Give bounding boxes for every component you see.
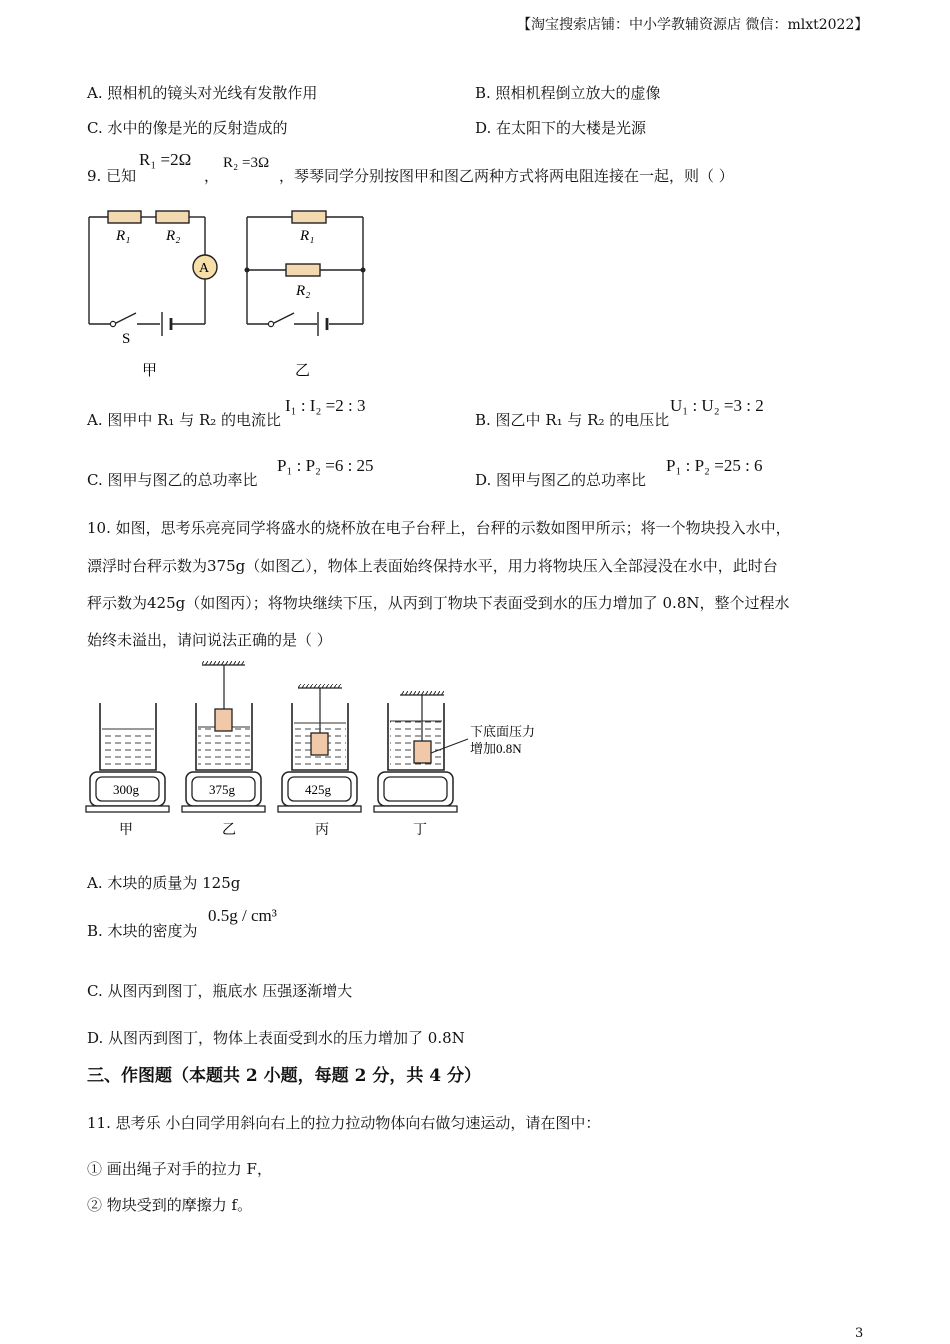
q11-item-1: ① 画出绳子对手的拉力 F， bbox=[87, 1160, 272, 1178]
page-number: 3 bbox=[855, 1326, 864, 1341]
q11-item-2: ② 物块受到的摩擦力 f。 bbox=[87, 1196, 253, 1214]
q9-r2-value: R₂ =3Ω bbox=[223, 155, 270, 171]
q9-option-a-text: A. 图甲中 R₁ 与 R₂ 的电流比 bbox=[87, 411, 282, 429]
q10-block-yi bbox=[215, 709, 232, 731]
q10-annotation-line1: 下底面压力 bbox=[470, 724, 536, 739]
q9-option-b-math: U₁ : U₂ =3 : 2 bbox=[670, 396, 764, 415]
q10-caption-yi: 乙 bbox=[222, 823, 236, 838]
q9-yi-r1-label: R₁ bbox=[300, 228, 315, 244]
q10-caption-ding: 丁 bbox=[413, 823, 427, 838]
q9-comma: ， bbox=[204, 167, 220, 185]
q9-jia-r1-label: R₁ bbox=[116, 228, 131, 244]
q9-option-c-text: C. 图甲与图乙的总功率比 bbox=[87, 471, 258, 489]
q9-ammeter-label: A bbox=[199, 261, 210, 276]
q9-yi-caption: 乙 bbox=[295, 363, 311, 379]
q10-setup-bing bbox=[278, 684, 361, 838]
q10-line-1: 10. 如图，思考乐亮亮同学将盛水的烧杯放在电子台秤上，台秤的示数如图甲所示；将一个物块投入水中， bbox=[87, 519, 791, 537]
q9-option-a-math: I₁ : I₂ =2 : 3 bbox=[285, 396, 366, 415]
q10-option-c: C. 从图丙到图丁，瓶底水 压强逐渐增大 bbox=[87, 982, 353, 1000]
q9-prefix: 9. 已知 bbox=[87, 167, 137, 185]
q10-line-4: 始终未溢出，请问说法正确的是（ ） bbox=[87, 631, 332, 649]
q10-line-2: 漂浮时台秤示数为375g（如图乙），物体上表面始终保持水平，用力将物块压入全部浸没在水中，此时台 bbox=[87, 557, 778, 575]
section-3-title: 三、作图题（本题共 2 小题，每题 2 分，共 4 分） bbox=[87, 1066, 481, 1086]
q8-option-b: B. 照相机程倒立放大的虚像 bbox=[475, 84, 661, 102]
q10-scales-figure bbox=[84, 655, 554, 845]
q10-setup-ding bbox=[374, 691, 535, 838]
q10-option-b-text: B. 木块的密度为 bbox=[87, 922, 198, 940]
q10-option-d: D. 从图丙到图丁，物体上表面受到水的压力增加了 0.8N bbox=[87, 1029, 465, 1047]
q10-option-a: A. 木块的质量为 125g bbox=[87, 874, 241, 892]
q9-stem: ，琴琴同学分别按图甲和图乙两种方式将两电阻连接在一起，则（ ） bbox=[279, 167, 734, 185]
q10-caption-bing: 丙 bbox=[315, 823, 329, 838]
q9-option-d-text: D. 图甲与图乙的总功率比 bbox=[475, 471, 647, 489]
q10-annotation-line2: 增加0.8N bbox=[470, 741, 522, 756]
q8-option-d: D. 在太阳下的大楼是光源 bbox=[475, 119, 647, 137]
q9-option-c-math: P₁ : P₂ =6 : 25 bbox=[277, 456, 374, 475]
q10-setup-jia bbox=[86, 703, 169, 838]
q9-yi-r1-resistor bbox=[292, 211, 326, 223]
q10-option-b-math: 0.5g / cm³ bbox=[208, 906, 277, 925]
q10-block-ding bbox=[414, 741, 431, 763]
q9-jia-r1-resistor bbox=[108, 211, 141, 223]
q9-circuit-figure bbox=[80, 200, 390, 385]
q9-jia-r2-label: R₂ bbox=[166, 228, 181, 244]
q10-block-bing bbox=[311, 733, 328, 755]
q10-reading-jia: 300g bbox=[113, 782, 139, 797]
q10-reading-bing: 425g bbox=[305, 782, 331, 797]
q8-option-a: A. 照相机的镜头对光线有发散作用 bbox=[87, 84, 318, 102]
q9-option-d-math: P₁ : P₂ =25 : 6 bbox=[666, 456, 763, 475]
q10-line-3: 秤示数为425g（如图丙）；将物块继续下压，从丙到丁物块下表面受到水的压力增加了 0.8N，整个过程水 bbox=[87, 594, 790, 612]
q10-caption-jia: 甲 bbox=[119, 823, 133, 838]
q9-jia-r2-resistor bbox=[156, 211, 189, 223]
q8-option-c: C. 水中的像是光的反射造成的 bbox=[87, 119, 288, 137]
q9-yi-r2-label: R₂ bbox=[296, 283, 311, 299]
q10-reading-yi: 375g bbox=[209, 782, 235, 797]
page-header: 【淘宝搜索店铺：中小学教辅资源店 微信：mlxt2022】 bbox=[517, 17, 869, 33]
q9-yi-r2-resistor bbox=[286, 264, 320, 276]
q10-setup-yi bbox=[182, 661, 265, 838]
q9-option-b-text: B. 图乙中 R₁ 与 R₂ 的电压比 bbox=[475, 411, 670, 429]
q11-stem: 11. 思考乐 小白同学用斜向右上的拉力拉动物体向右做匀速运动，请在图中： bbox=[87, 1114, 601, 1132]
q9-r1-value: R₁ =2Ω bbox=[139, 150, 192, 169]
q9-switch-label: S bbox=[122, 331, 131, 347]
q9-jia-caption: 甲 bbox=[142, 363, 158, 379]
